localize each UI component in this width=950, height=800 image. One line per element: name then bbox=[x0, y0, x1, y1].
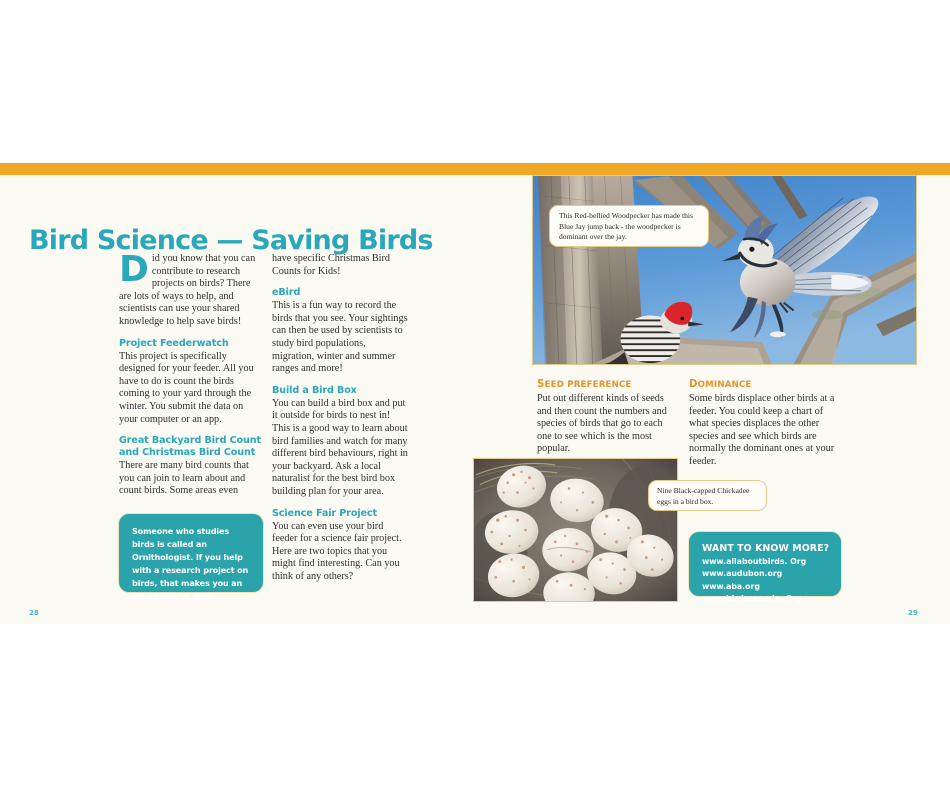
heading-dominance bbox=[689, 379, 839, 391]
continuation-paragraph: have specific Christmas Bird Counts for Kids! bbox=[272, 253, 390, 277]
want-to-know-more-box bbox=[688, 531, 842, 604]
heading-seed-preference-initial: S bbox=[537, 379, 545, 390]
page-title: Bird Science — Saving Birds bbox=[29, 225, 433, 257]
body-ebird: This is a fun way to record the birds that you see. Your sightings can then be used by scientists to study bird populations, migration, winter and summer ranges and more! bbox=[272, 300, 408, 375]
resource-link-birdscanada[interactable]: www.birdscanada. Org bbox=[702, 594, 802, 604]
drop-cap-letter: D bbox=[119, 249, 149, 290]
resource-link-allaboutbirds[interactable]: www.allaboutbirds. Org bbox=[702, 557, 807, 566]
heading-dominance-initial: D bbox=[689, 379, 698, 390]
page-number-left: 28 bbox=[29, 609, 39, 617]
photo-caption-woodpecker-and-bluejay: This Red-bellied Woodpecker has made this Blue Jay jump back - the woodpecker is dominant over the jay. bbox=[549, 205, 709, 247]
photo-chickadee-eggs-artwork bbox=[474, 459, 677, 601]
body-build-a-bird-box: You can build a bird box and put it outside for birds to nest in! This is a good way to learn about bird families and watch for many different bird behaviours, right in your backyard. Ask a local naturalist for the best bird box building plan for your area. bbox=[272, 397, 408, 497]
body-project-feederwatch: This project is specifically designed for your feeder. All you have to do is count the birds coming to your yard through the winter. You submit the data on your computer or an app. bbox=[119, 350, 254, 425]
intro-paragraph-text: id you know that you can contribute to research projects on birds? There are lots of ways to help, and scientists can use your shared knowledge to help save birds! bbox=[119, 253, 256, 327]
text-column-1 bbox=[119, 249, 263, 507]
intro-paragraph bbox=[119, 249, 263, 329]
ornithologist-callout-box bbox=[118, 513, 264, 602]
resource-link-audubon-aba[interactable]: www.audubon.org www.aba.org bbox=[702, 569, 783, 591]
heading-ebird: eBird bbox=[272, 287, 301, 299]
heading-great-backyard-bird-count: Great Backyard Bird Count and Christmas Bird Count bbox=[119, 435, 261, 459]
heading-dominance-rest: OMINANCE bbox=[697, 380, 752, 390]
top-accent-band bbox=[0, 163, 950, 175]
text-column-4 bbox=[689, 379, 839, 478]
body-dominance: Some birds displace other birds at a feeder. You could keep a chart of what species displaces the other species and see which birds are normally the dominant ones at your feeder. bbox=[689, 393, 835, 467]
text-column-2 bbox=[272, 253, 408, 592]
heading-seed-preference-rest: EED PREFERENCE bbox=[544, 380, 632, 390]
photo-chickadee-eggs bbox=[473, 458, 678, 602]
photo-caption-chickadee-eggs: Nine Black-capped Chickadee eggs in a bird box. bbox=[648, 480, 767, 511]
body-great-backyard-bird-count: There are many bird counts that you can join to learn about and count birds. Some areas even bbox=[119, 460, 249, 497]
ornithologist-callout-text: Someone who studies birds is called an Ornithologist. If you help with a research project on birds, that makes you an ornithologist, too! bbox=[132, 526, 249, 602]
heading-project-feederwatch: Project Feederwatch bbox=[119, 337, 229, 349]
heading-build-a-bird-box: Build a Bird Box bbox=[272, 384, 357, 396]
want-to-know-more-title: WANT TO KNOW MORE? bbox=[702, 543, 830, 554]
text-column-3 bbox=[537, 379, 679, 465]
body-science-fair-project: You can even use your bird feeder for a science fair project. Here are two topics that you might find interesting. Can you think of any others? bbox=[272, 520, 402, 582]
heading-seed-preference bbox=[537, 379, 679, 391]
photo-woodpecker-and-bluejay bbox=[532, 175, 917, 365]
page-number-right: 29 bbox=[908, 609, 918, 617]
heading-science-fair-project: Science Fair Project bbox=[272, 507, 378, 519]
body-seed-preference: Put out different kinds of seeds and then count the numbers and species of birds that go to each one to see which is the most popular. bbox=[537, 393, 667, 455]
